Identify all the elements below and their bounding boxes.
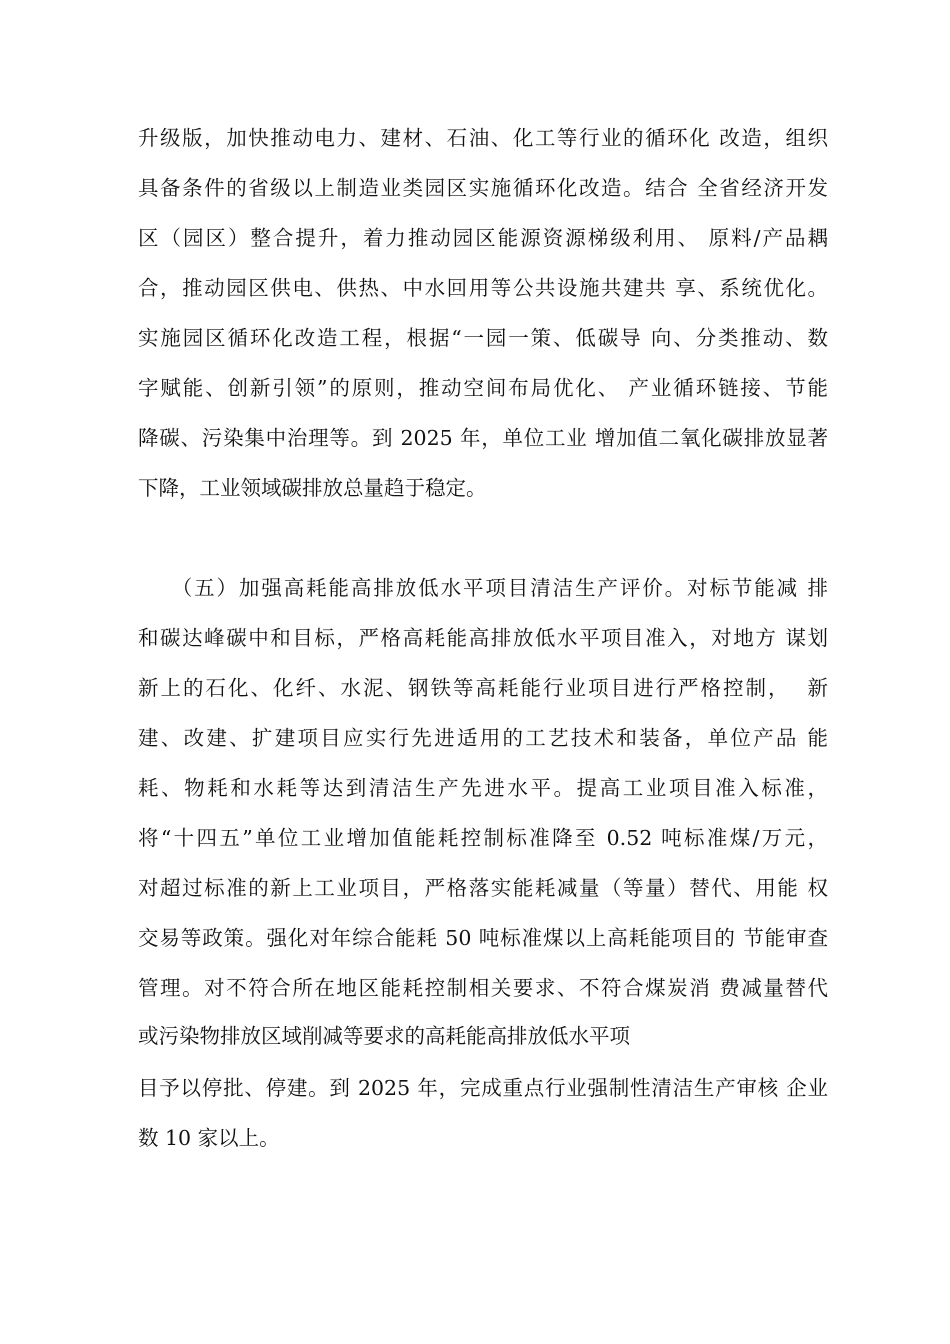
text-line: 新上的石化、化纤、水泥、钢铁等高耗能行业项目进行严格控制， 新 bbox=[138, 676, 828, 700]
text-line: 和碳达峰碳中和目标，严格高耗能高排放低水平项目准入，对地方 谋划 bbox=[138, 626, 828, 650]
text-line: 数 10 家以上。 bbox=[138, 1126, 280, 1150]
text-line: 建、改建、扩建项目应实行先进适用的工艺技术和装备，单位产品 能 bbox=[138, 726, 828, 750]
text-line: 耗、物耗和水耗等达到清洁生产先进水平。提高工业项目准入标准， bbox=[138, 776, 828, 800]
section-heading-line: （五）加强高耗能高排放低水平项目清洁生产评价。对标节能减 排 bbox=[138, 576, 828, 600]
text-line: 交易等政策。强化对年综合能耗 50 吨标准煤以上高耗能项目的 节能审查 bbox=[138, 926, 828, 950]
text-line: 区（园区）整合提升，着力推动园区能源资源梯级利用、 原料/产品耦 bbox=[138, 226, 828, 250]
text-line: 将“十四五”单位工业增加值能耗控制标准降至 0.52 吨标准煤/万元， bbox=[138, 826, 828, 850]
text-line: 具备条件的省级以上制造业类园区实施循环化改造。结合 全省经济开发 bbox=[138, 176, 828, 200]
text-line: 合，推动园区供电、供热、中水回用等公共设施共建共 享、系统优化。 bbox=[138, 276, 828, 300]
text-line: 降碳、污染集中治理等。到 2025 年，单位工业 增加值二氧化碳排放显著 bbox=[138, 426, 828, 450]
text-line: 升级版，加快推动电力、建材、石油、化工等行业的循环化 改造，组织 bbox=[138, 126, 828, 150]
text-line: 或污染物排放区域削减等要求的高耗能高排放低水平项 bbox=[138, 1024, 630, 1048]
text-line: 实施园区循环化改造工程，根据“一园一策、低碳导 向、分类推动、数 bbox=[138, 326, 828, 350]
text-line: 下降，工业领域碳排放总量趋于稳定。 bbox=[138, 476, 487, 500]
text-line: 字赋能、创新引领”的原则，推动空间布局优化、 产业循环链接、节能 bbox=[138, 376, 828, 400]
text-line: 对超过标准的新上工业项目，严格落实能耗减量（等量）替代、用能 权 bbox=[138, 876, 828, 900]
text-line: 管理。对不符合所在地区能耗控制相关要求、不符合煤炭消 费减量替代 bbox=[138, 976, 828, 1000]
text-line: 目予以停批、停建。到 2025 年，完成重点行业强制性清洁生产审核 企业 bbox=[138, 1076, 828, 1100]
